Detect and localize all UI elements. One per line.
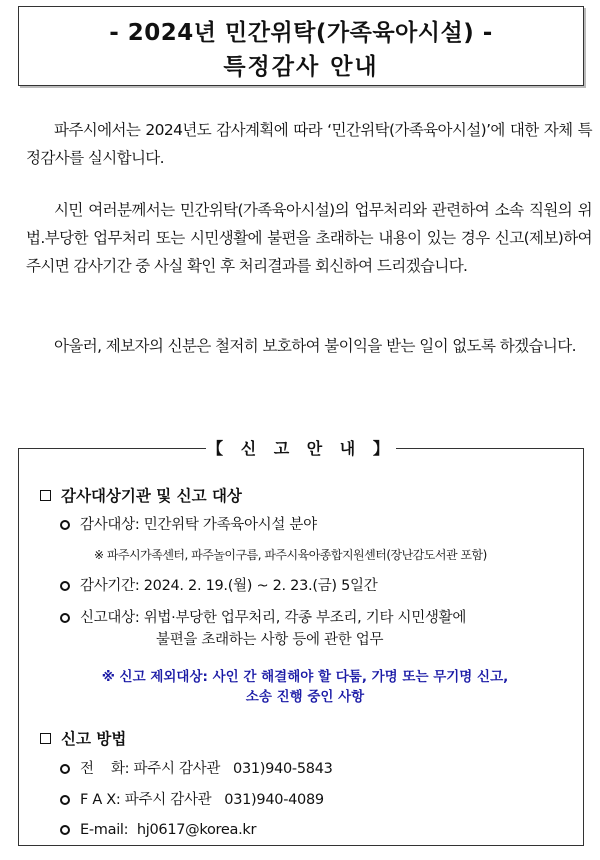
protection-paragraph: 아울러, 제보자의 신분은 철저히 보호하여 불이익을 받는 일이 없도록 하겠습니다. — [54, 337, 576, 355]
report-target-line-2: 불편을 초래하는 사항 등에 관한 업무 — [156, 632, 384, 648]
report-target-item — [60, 607, 466, 651]
square-bullet-icon — [40, 733, 51, 744]
section-report-method — [40, 727, 126, 749]
circle-bullet-icon — [60, 764, 70, 774]
email-item[interactable] — [60, 819, 256, 841]
section-audit-target-heading: 감사대상기관 및 신고 대상 — [61, 487, 242, 505]
audit-period-text: 감사기간: 2024. 2. 19.(월) ~ 2. 23.(금) 5일간 — [80, 578, 378, 594]
report-target-text — [80, 607, 466, 651]
report-target-line-1: 신고대상: 위법·부당한 업무처리, 각종 부조리, 기타 시민생활에 — [80, 610, 467, 626]
notice-title: 【 신 고 안 내 】 — [206, 436, 396, 462]
phone-text: 전 화: 파주시 감사관 031)940-5843 — [80, 761, 333, 777]
audit-target-item — [60, 514, 317, 536]
title-box — [18, 6, 584, 86]
circle-bullet-icon — [60, 825, 70, 835]
audit-target-text: 감사대상: 민간위탁 가족육아시설 분야 — [80, 517, 317, 533]
circle-bullet-icon — [60, 613, 70, 623]
exclusion-line-1: ※ 신고 제외대상: 사인 간 해결해야 할 다툼, 가명 또는 무기명 신고, — [101, 669, 509, 685]
title-line-1: - 2024년 민간위탁(가족육아시설) - — [109, 20, 493, 46]
exclusion-line-2: 소송 진행 중인 사항 — [245, 689, 365, 705]
email-text[interactable]: E-mail: hj0617@korea.kr — [80, 822, 257, 838]
circle-bullet-icon — [60, 795, 70, 805]
intro-paragraph: 파주시에서는 2024년도 감사계획에 따라 ‘민간위탁(가족육아시설)’에 대한 자체 특정감사를 실시합니다. — [26, 121, 592, 167]
circle-bullet-icon — [60, 520, 70, 530]
audit-target-note: ※ 파주시가족센터, 파주놀이구름, 파주시육아종합지원센터(장난감도서관 포함) — [94, 548, 487, 562]
square-bullet-icon — [40, 490, 51, 501]
circle-bullet-icon — [60, 581, 70, 591]
fax-text: F A X: 파주시 감사관 031)940-4089 — [80, 792, 324, 808]
section-audit-target — [40, 484, 242, 506]
fax-item — [60, 789, 324, 811]
phone-item — [60, 758, 333, 780]
title-line-2: 특정감사 안내 — [223, 54, 379, 80]
section-report-method-heading: 신고 방법 — [61, 730, 127, 748]
audit-period-item — [60, 575, 377, 597]
request-paragraph: 시민 여러분께서는 민간위탁(가족육아시설)의 업무처리와 관련하여 소속 직원의 위법.부당한 업무처리 또는 시민생활에 불편을 초래하는 내용이 있는 경우 신고(제보)하여 주시면 감사기간 중 사실 확인 후 처리결과를 회신하여 드리겠습니다. — [26, 201, 592, 275]
